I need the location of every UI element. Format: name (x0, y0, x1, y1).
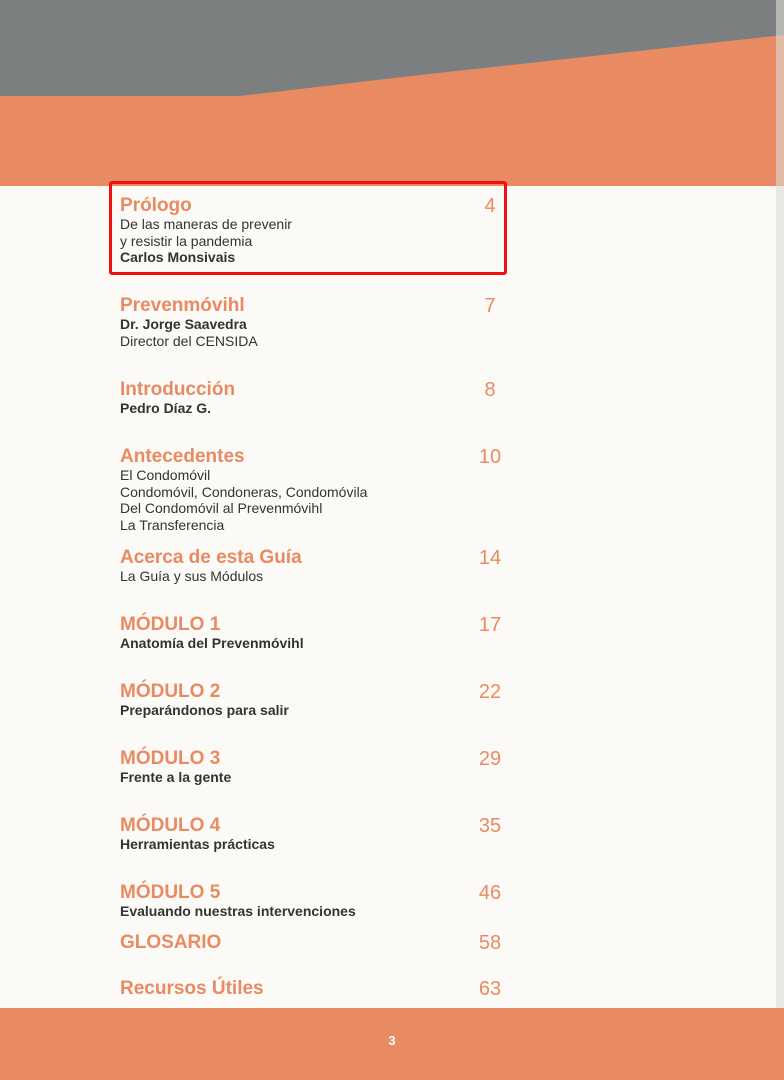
toc-entry-subtitle: Carlos Monsivais (120, 249, 236, 265)
toc-entry-subtitle: Anatomía del Prevenmóvihl (120, 635, 304, 651)
toc-entry[interactable] (120, 447, 510, 533)
toc-entry-title: Prólogo (120, 195, 192, 216)
toc-entry[interactable] (120, 682, 510, 719)
toc-entry-page: 58 (478, 932, 502, 954)
toc-entry-subtitle: Dr. Jorge Saavedra (120, 316, 247, 332)
toc-entry-subtitle: El Condomóvil (120, 467, 211, 483)
toc-entry-subtitle: Pedro Díaz G. (120, 400, 212, 416)
toc-entry[interactable] (120, 749, 510, 786)
toc-entry-page: 35 (478, 815, 502, 837)
toc-entry-page: 46 (478, 882, 502, 904)
toc-entry-title: MÓDULO 4 (120, 815, 221, 836)
toc-entry-page: 29 (478, 748, 502, 770)
toc-entry-page: 17 (478, 614, 502, 636)
toc-entry-subtitle: La Guía y sus Módulos (120, 568, 264, 584)
toc-entry-title: MÓDULO 2 (120, 681, 221, 702)
toc-entry-title: MÓDULO 3 (120, 748, 221, 769)
toc-entry-subtitle: Frente a la gente (120, 769, 232, 785)
toc-entry-subtitle: Del Condomóvil al Prevenmóvihl (120, 500, 323, 516)
page-number: 3 (388, 1033, 396, 1048)
toc-entry-title: GLOSARIO (120, 932, 222, 953)
toc-entry-page: 22 (478, 681, 502, 703)
toc-entry[interactable] (120, 979, 510, 999)
toc-entry-title: MÓDULO 5 (120, 882, 221, 903)
toc-entry-page: 14 (478, 547, 502, 569)
toc-entry[interactable] (120, 883, 510, 920)
toc-entry[interactable] (120, 296, 510, 349)
toc-entry-page: 10 (478, 446, 502, 468)
toc-entry[interactable] (120, 933, 510, 953)
toc-entry-title: Acerca de esta Guía (120, 547, 302, 568)
toc-entry-page: 63 (478, 978, 502, 1000)
toc-entry-title: Antecedentes (120, 446, 245, 467)
toc-entry-subtitle: Evaluando nuestras intervenciones (120, 903, 356, 919)
toc-entry-title: Introducción (120, 379, 236, 400)
toc-entry-title: Prevenmóvihl (120, 295, 245, 316)
page-edge (776, 0, 784, 1080)
toc-entry-page: 8 (484, 379, 496, 401)
toc-entry-subtitle: La Transferencia (120, 516, 225, 533)
toc-entry[interactable] (120, 615, 510, 652)
toc-entry-subtitle: Condomóvil, Condoneras, Condomóvila (120, 483, 368, 500)
toc-entry[interactable] (120, 380, 510, 417)
toc-entry-title: Recursos Útiles (120, 978, 264, 999)
toc-entry-subtitle: Preparándonos para salir (120, 702, 289, 718)
toc-entry[interactable] (120, 816, 510, 853)
toc-entry-page: 7 (484, 295, 496, 317)
toc-entry[interactable] (120, 548, 510, 585)
toc-entry-subtitle: Director del CENSIDA (120, 332, 258, 349)
toc-entry-subtitle: y resistir la pandemia (120, 232, 253, 249)
highlight-box-prologo (109, 181, 507, 275)
toc-entry-subtitle: Herramientas prácticas (120, 836, 275, 852)
toc-entry-subtitle: De las maneras de prevenir (120, 216, 292, 232)
toc-entry-page: 4 (484, 195, 496, 217)
toc-entry-title: MÓDULO 1 (120, 614, 221, 635)
